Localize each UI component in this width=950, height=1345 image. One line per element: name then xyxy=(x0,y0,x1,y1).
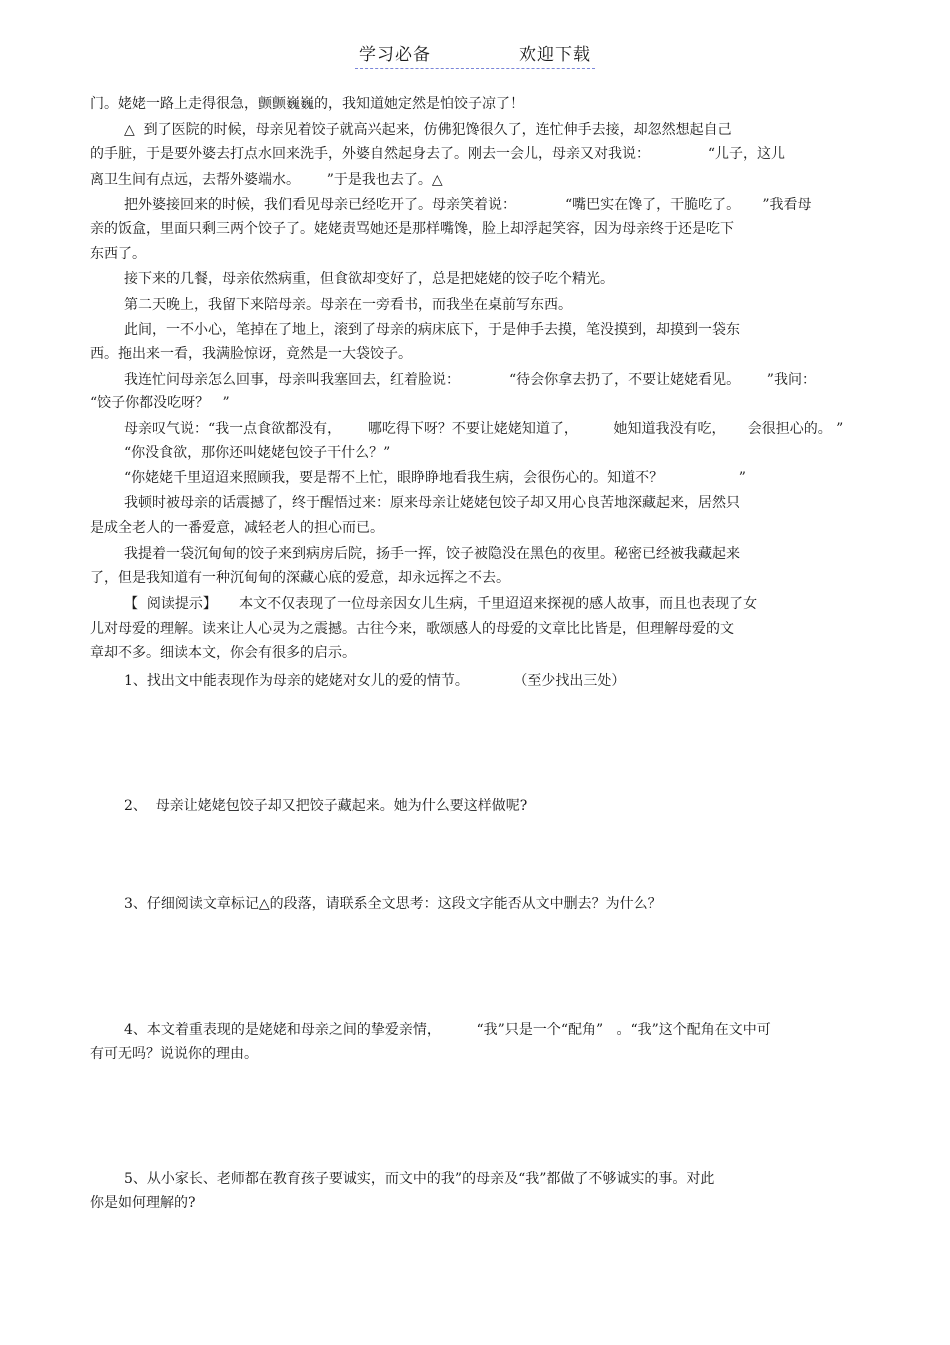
paragraph-line: 是成全老人的一番爱意，减轻老人的担心而已。 xyxy=(90,520,384,536)
paragraph-line: 了，但是我知道有一种沉甸甸的深藏心底的爱意，却永远挥之不去。 xyxy=(90,570,510,586)
question-3: 3、仔细阅读文章标记△的段落，请联系全文思考：这段文字能否从文中删去？为什么？ xyxy=(124,896,662,912)
paragraph-line: 亲的饭盒，里面只剩三两个饺子了。姥姥责骂她还是那样嘴馋，脸上却浮起笑容，因为母亲终于还是吃下 xyxy=(90,221,734,237)
question-2: 2、 母亲让姥姥包饺子却又把饺子藏起来。她为什么要这样做呢? xyxy=(124,798,528,814)
question-5-continued: 你是如何理解的? xyxy=(90,1195,196,1211)
header-right-text: 欢迎下载 xyxy=(519,45,591,65)
paragraph-line: 离卫生间有点远，去帮外婆端水。 ”于是我也去了。△ xyxy=(90,172,443,188)
question-5: 5、从小家长、老师都在教育孩子要诚实，而文中的我”的母亲及“我”都做了不够诚实的事。对此 xyxy=(124,1171,715,1187)
paragraph-line: 东西了。 xyxy=(90,246,146,262)
question-4-continued: 有可无吗？说说你的理由。 xyxy=(90,1046,258,1062)
paragraph-line: 母亲叹气说：“我一点食欲都没有， 哪吃得下呀？不要让姥姥知道了， 她知道我没有吃， 会很担心的。 ” xyxy=(124,421,844,437)
paragraph-line: “你没食欲，那你还叫姥姥包饺子干什么？” xyxy=(124,445,391,461)
paragraph-line: “你姥姥千里迢迢来照顾我，要是帮不上忙，眼睁睁地看我生病，会很伤心的。知道不？ ” xyxy=(124,470,746,486)
question-1: 1、找出文中能表现作为母亲的姥姥对女儿的爱的情节。 （至少找出三处） xyxy=(124,673,626,689)
page-header xyxy=(0,40,950,69)
paragraph-line: 此间，一不小心，笔掉在了地上，滚到了母亲的病床底下，于是伸手去摸，笔没摸到，却摸到一袋东 xyxy=(124,322,740,338)
header-banner xyxy=(355,40,595,69)
paragraph-line: “饺子你都没吃呀？ ” xyxy=(90,395,230,411)
paragraph-line: 我提着一袋沉甸甸的饺子来到病房后院，扬手一挥，饺子被隐没在黑色的夜里。秘密已经被我藏起来 xyxy=(124,546,740,562)
paragraph-line: 接下来的几餐，母亲依然病重，但食欲却变好了，总是把姥姥的饺子吃个精光。 xyxy=(124,271,614,287)
question-4: 4、本文着重表现的是姥姥和母亲之间的挚爱亲情， “我”只是一个“配角” 。“我”这个配角在文中可 xyxy=(124,1022,771,1038)
reading-tip-line: 儿对母爱的理解。读来让人心灵为之震撼。古往今来，歌颂感人的母爱的文章比比皆是，但理解母爱的文 xyxy=(90,621,734,637)
paragraph-line: △ 到了医院的时候，母亲见着饺子就高兴起来，仿佛犯馋很久了，连忙伸手去接，却忽然想起自己 xyxy=(124,122,732,138)
paragraph-line: 把外婆接回来的时候，我们看见母亲已经吃开了。母亲笑着说： “嘴巴实在馋了，干脆吃了。 ”我看母 xyxy=(124,197,812,213)
header-left-text: 学习必备 xyxy=(359,45,431,65)
reading-tip-line: 章却不多。细读本文，你会有很多的启示。 xyxy=(90,645,356,661)
paragraph-line: 的手脏，于是要外婆去打点水回来洗手，外婆自然起身去了。刚去一会儿，母亲又对我说： “儿子，这儿 xyxy=(90,146,786,162)
paragraph-line: 我连忙问母亲怎么回事，母亲叫我塞回去，红着脸说： “待会你拿去扔了，不要让姥姥看见。 ”我问： xyxy=(124,372,816,388)
paragraph-line: 西。拖出来一看，我满脸惊讶，竟然是一大袋饺子。 xyxy=(90,346,412,362)
reading-tip-line: 【 阅读提示】 本文不仅表现了一位母亲因女儿生病，千里迢迢来探视的感人故事，而且也表现了女 xyxy=(124,596,758,612)
paragraph-line: 第二天晚上，我留下来陪母亲。母亲在一旁看书，而我坐在桌前写东西。 xyxy=(124,297,572,313)
paragraph-line: 我顿时被母亲的话震撼了，终于醒悟过来：原来母亲让姥姥包饺子却又用心良苦地深藏起来，居然只 xyxy=(124,495,740,511)
paragraph-line: 门。姥姥一路上走得很急，颤颤巍巍的，我知道她定然是怕饺子凉了！ xyxy=(90,96,524,112)
